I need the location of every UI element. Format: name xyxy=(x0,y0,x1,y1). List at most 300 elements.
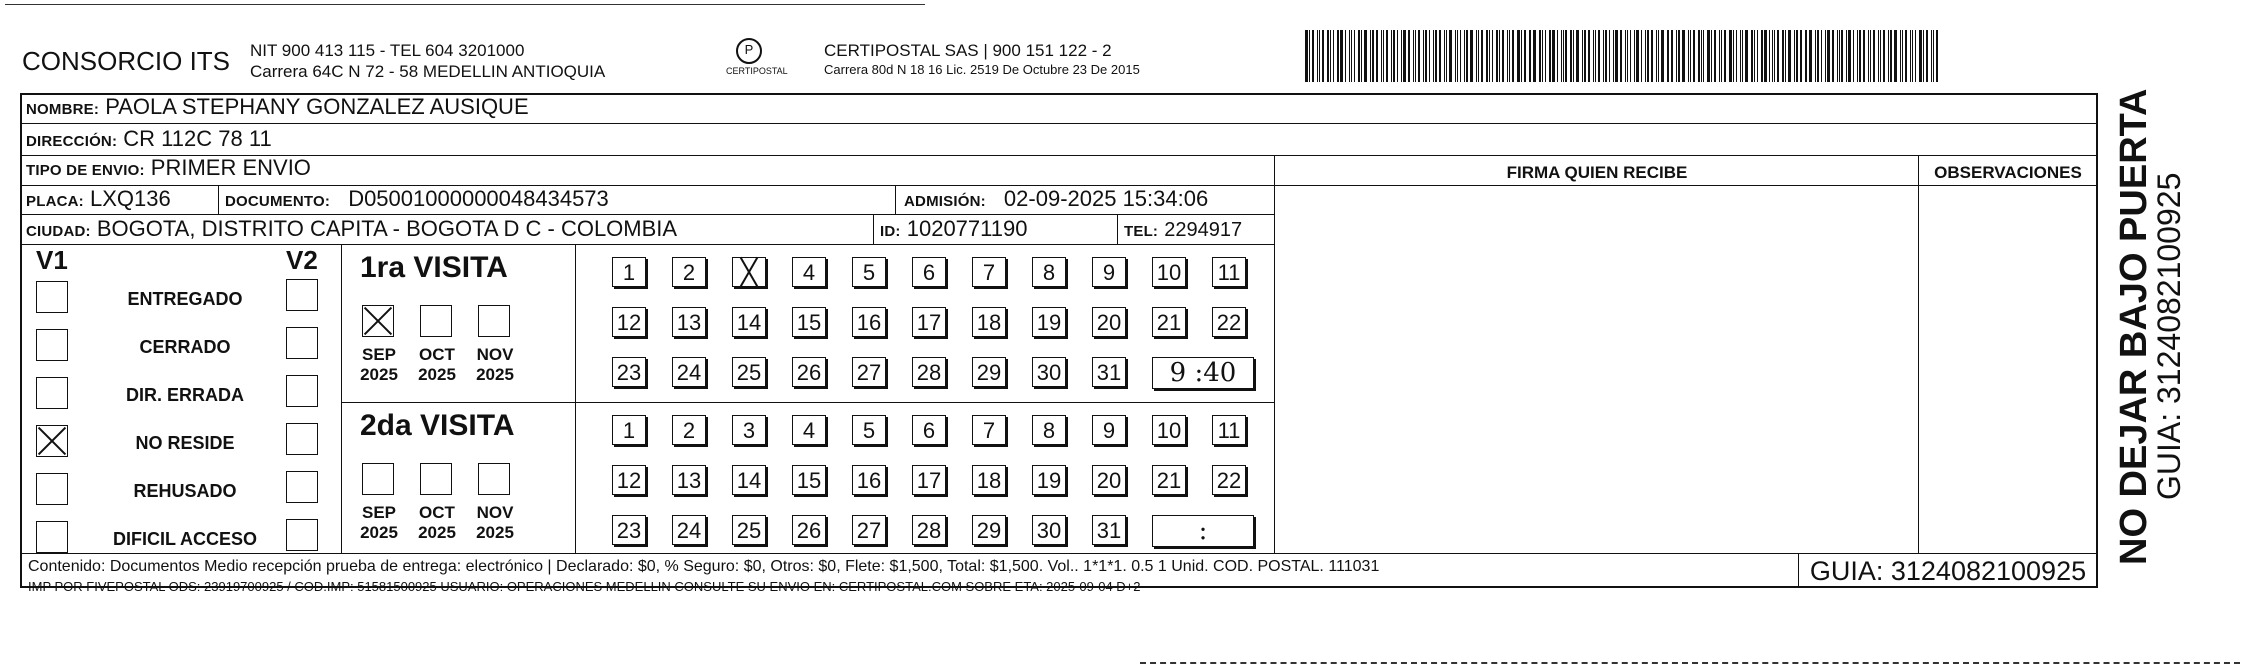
visit2-day-14[interactable]: 14 xyxy=(732,465,766,495)
document-label: DOCUMENTO: xyxy=(225,193,331,210)
barcode-bar xyxy=(1337,30,1339,82)
barcode-bar xyxy=(1658,30,1659,82)
v1-checkbox-5[interactable] xyxy=(36,521,68,553)
barcode-bar xyxy=(1878,30,1879,82)
barcode-bar xyxy=(1460,30,1462,82)
v2-checkbox-4[interactable] xyxy=(286,471,318,503)
footer-details xyxy=(28,557,1788,597)
barcode-bar xyxy=(1584,30,1586,82)
barcode-bar xyxy=(1857,30,1858,82)
barcode-bar xyxy=(1576,30,1579,82)
visit2-day-21[interactable]: 21 xyxy=(1152,465,1186,495)
visit1-month-checkbox-0[interactable] xyxy=(362,305,394,337)
status-label: DIFICIL ACCESO xyxy=(112,529,257,549)
barcode-bar xyxy=(1688,30,1689,82)
barcode-bar xyxy=(1733,30,1734,82)
visit2-day-10[interactable]: 10 xyxy=(1152,415,1186,445)
visit1-day-17[interactable]: 17 xyxy=(912,307,946,337)
barcode-bar xyxy=(1900,30,1901,82)
city-cell xyxy=(22,215,874,244)
barcode xyxy=(1305,30,1941,82)
barcode-bar xyxy=(1457,30,1458,82)
barcode-bar xyxy=(1478,30,1479,82)
barcode-bar xyxy=(1593,30,1594,82)
footer-line1: Contenido: Documentos Medio recepción prueba de entrega: electrónico | Declarado: $0, % Seguro: $0, Otros: $0, Flete: $1,500, Total: $1,500. Vol.. 1*1*1. 0.5 1 Unid. COD. POSTAL. 111031 xyxy=(28,558,1380,575)
visit2-month-label xyxy=(472,503,518,543)
barcode-bar xyxy=(1552,30,1555,82)
barcode-bar xyxy=(1370,30,1371,82)
barcode-bar xyxy=(1785,30,1786,82)
barcode-bar xyxy=(1863,30,1865,82)
visit1-day-5[interactable]: 5 xyxy=(852,257,886,287)
month-name: SEP xyxy=(361,345,397,364)
v1-checkbox-1[interactable] xyxy=(36,329,68,361)
barcode-bar xyxy=(1439,30,1441,82)
visit1-month-section xyxy=(342,245,576,403)
visit2-day-13[interactable]: 13 xyxy=(672,465,706,495)
barcode-bar xyxy=(1561,30,1562,82)
barcode-bar xyxy=(1764,30,1767,82)
barcode-bar xyxy=(1563,30,1564,82)
barcode-bar xyxy=(1919,30,1922,82)
barcode-bar xyxy=(1372,30,1374,82)
visit1-day-6[interactable]: 6 xyxy=(912,257,946,287)
barcode-bar xyxy=(1703,30,1704,82)
barcode-bar xyxy=(1853,30,1854,82)
visit1-day-27[interactable]: 27 xyxy=(852,357,886,387)
visit1-time-box[interactable]: 9 :40 xyxy=(1152,357,1254,389)
plate-value: LXQ136 xyxy=(90,186,171,211)
barcode-bar xyxy=(1496,30,1499,82)
visit2-day-9[interactable]: 9 xyxy=(1092,415,1126,445)
barcode-bar xyxy=(1545,30,1546,82)
barcode-bar xyxy=(1690,30,1691,82)
barcode-bar xyxy=(1651,30,1653,82)
barcode-bar xyxy=(1565,30,1567,82)
visit2-month-checkbox-1[interactable] xyxy=(420,463,452,495)
signature-area[interactable] xyxy=(1276,187,1916,551)
barcode-bar xyxy=(1668,30,1669,82)
barcode-bar xyxy=(1729,30,1732,82)
barcode-bar xyxy=(1433,30,1434,82)
tel-label: TEL: xyxy=(1124,223,1159,240)
barcode-bar xyxy=(1401,30,1402,82)
visit1-day-25[interactable]: 25 xyxy=(732,357,766,387)
visit1-day-7[interactable]: 7 xyxy=(972,257,1006,287)
barcode-bar xyxy=(1319,30,1320,82)
v1-header: V1 xyxy=(36,245,68,275)
barcode-bar xyxy=(1936,30,1938,82)
barcode-bar xyxy=(1615,30,1618,82)
visit2-time-box[interactable]: : xyxy=(1152,515,1254,547)
visit1-days xyxy=(576,245,1274,403)
month-year: 2025 xyxy=(360,365,398,384)
visit1-day-8[interactable]: 8 xyxy=(1032,257,1066,287)
visit2-day-3[interactable]: 3 xyxy=(732,415,766,445)
visit2-day-17[interactable]: 17 xyxy=(912,465,946,495)
barcode-bar xyxy=(1309,30,1310,82)
barcode-bar xyxy=(1625,30,1626,82)
barcode-bar xyxy=(1393,30,1395,82)
barcode-bar xyxy=(1312,30,1314,82)
city-value: BOGOTA, DISTRITO CAPITA - BOGOTA D C - COLOMBIA xyxy=(96,216,678,241)
company-nit-line: NIT 900 413 115 - TEL 604 3201000 xyxy=(250,41,525,60)
visit2-day-22[interactable]: 22 xyxy=(1212,465,1246,495)
barcode-bar xyxy=(1349,30,1350,82)
barcode-bar xyxy=(1841,30,1843,82)
visit2-day-30[interactable]: 30 xyxy=(1032,515,1066,545)
barcode-bar xyxy=(1533,30,1536,82)
v1-checkbox-4[interactable] xyxy=(36,473,68,505)
visit1-month-checkbox-2[interactable] xyxy=(478,305,510,337)
barcode-bar xyxy=(1769,30,1770,82)
barcode-bar xyxy=(1736,30,1738,82)
v2-checkbox-3[interactable] xyxy=(286,423,318,455)
barcode-bar xyxy=(1676,30,1677,82)
barcode-bar xyxy=(1839,30,1840,82)
visit1-day-30[interactable]: 30 xyxy=(1032,357,1066,387)
observations-left-rule xyxy=(1918,156,1919,553)
barcode-bar xyxy=(1322,30,1325,82)
visit1-title: 1ra VISITA xyxy=(360,251,508,284)
barcode-bar xyxy=(1512,30,1514,82)
barcode-bar xyxy=(1902,30,1903,82)
barcode-bar xyxy=(1603,30,1604,82)
visit1-day-14[interactable]: 14 xyxy=(732,307,766,337)
id-cell xyxy=(874,215,1118,244)
visit1-day-10[interactable]: 10 xyxy=(1152,257,1186,287)
barcode-bar xyxy=(1721,30,1722,82)
visit2-day-26[interactable]: 26 xyxy=(792,515,826,545)
barcode-bar xyxy=(1912,30,1913,82)
visit2-day-25[interactable]: 25 xyxy=(732,515,766,545)
month-year: 2025 xyxy=(360,523,398,542)
barcode-bar xyxy=(1931,30,1932,82)
barcode-bar xyxy=(1418,30,1420,82)
carrier-nit-line: CERTIPOSTAL SAS | 900 151 122 - 2 xyxy=(824,41,1112,60)
barcode-bar xyxy=(1605,30,1607,82)
month-year: 2025 xyxy=(418,365,456,384)
signature-left-rule xyxy=(1274,156,1275,553)
visit1-month-label xyxy=(356,345,402,385)
barcode-bar xyxy=(1848,30,1851,82)
shipment-label: TIPO DE ENVIO: xyxy=(26,162,145,179)
barcode-bar xyxy=(1707,30,1710,82)
barcode-bar xyxy=(1466,30,1468,82)
barcode-bar xyxy=(1890,30,1892,82)
visit2-day-2[interactable]: 2 xyxy=(672,415,706,445)
visit1-day-21[interactable]: 21 xyxy=(1152,307,1186,337)
visit1-day-19[interactable]: 19 xyxy=(1032,307,1066,337)
barcode-bar xyxy=(1423,30,1424,82)
admission-cell xyxy=(896,185,1274,215)
visit2-day-11[interactable]: 11 xyxy=(1212,415,1246,445)
footer-guide-rule xyxy=(1798,553,1799,588)
barcode-bar xyxy=(1364,30,1367,82)
barcode-bar xyxy=(1376,30,1378,82)
name-label: NOMBRE: xyxy=(26,101,100,118)
visit2-day-1[interactable]: 1 xyxy=(612,415,646,445)
barcode-bar xyxy=(1796,30,1798,82)
barcode-bar xyxy=(1549,30,1551,82)
plate-label: PLACA: xyxy=(26,193,84,210)
visit1-month-checkbox-1[interactable] xyxy=(420,305,452,337)
barcode-bar xyxy=(1333,30,1334,82)
visit1-day-24[interactable]: 24 xyxy=(672,357,706,387)
signature-header: FIRMA QUIEN RECIBE xyxy=(1506,163,1688,182)
visit1-day-23[interactable]: 23 xyxy=(612,357,646,387)
v1-checkbox-2[interactable] xyxy=(36,377,68,409)
visit1-day-26[interactable]: 26 xyxy=(792,357,826,387)
id-value: 1020771190 xyxy=(906,216,1028,241)
signature-header-rule xyxy=(1274,185,2096,186)
barcode-bar xyxy=(1772,30,1773,82)
status-label: ENTREGADO xyxy=(127,289,243,309)
month-name: SEP xyxy=(361,503,397,522)
barcode-bar xyxy=(1910,30,1912,82)
footer-guide: GUIA: 3124082100925 xyxy=(1809,556,2087,586)
barcode-bar xyxy=(1788,30,1791,82)
certipostal-logo xyxy=(726,34,788,84)
barcode-bar xyxy=(1557,30,1558,82)
address-label: DIRECCIÓN: xyxy=(26,133,118,150)
barcode-bar xyxy=(1327,30,1329,82)
visit2-month-checkbox-0[interactable] xyxy=(362,463,394,495)
tel-value: 2294917 xyxy=(1164,219,1243,241)
visit2-day-7[interactable]: 7 xyxy=(972,415,1006,445)
visit1-day-13[interactable]: 13 xyxy=(672,307,706,337)
barcode-bar xyxy=(1383,30,1384,82)
visit1-month-label xyxy=(472,345,518,385)
barcode-bar xyxy=(1415,30,1416,82)
barcode-bar xyxy=(1305,30,1308,82)
visit2-day-31[interactable]: 31 xyxy=(1092,515,1126,545)
barcode-bar xyxy=(1740,30,1741,82)
status-section xyxy=(22,245,342,553)
barcode-bar xyxy=(1815,30,1816,82)
barcode-bar xyxy=(1868,30,1869,82)
visit2-day-24[interactable]: 24 xyxy=(672,515,706,545)
visit2-day-20[interactable]: 20 xyxy=(1092,465,1126,495)
barcode-bar xyxy=(1361,30,1362,82)
v2-checkbox-0[interactable] xyxy=(286,279,318,311)
visit2-month-checkbox-2[interactable] xyxy=(478,463,510,495)
barcode-bar xyxy=(1926,30,1928,82)
visit2-month-label xyxy=(356,503,402,543)
v2-checkbox-2[interactable] xyxy=(286,375,318,407)
barcode-bar xyxy=(1682,30,1685,82)
barcode-bar xyxy=(1499,30,1500,82)
barcode-bar xyxy=(1923,30,1924,82)
side-guide: GUIA: 3124082100925 xyxy=(2151,172,2187,500)
barcode-bar xyxy=(1711,30,1712,82)
company-address-line: Carrera 64C N 72 - 58 MEDELLIN ANTIOQUIA xyxy=(250,62,606,81)
barcode-bar xyxy=(1880,30,1881,82)
barcode-bar xyxy=(1754,30,1755,82)
barcode-bar xyxy=(1358,30,1360,82)
month-year: 2025 xyxy=(476,523,514,542)
barcode-bar xyxy=(1529,30,1530,82)
barcode-bar xyxy=(1719,30,1720,82)
city-row xyxy=(22,215,1274,245)
v1-checkbox-0[interactable] xyxy=(36,281,68,313)
barcode-bar xyxy=(1837,30,1838,82)
barcode-bar xyxy=(1408,30,1410,82)
visit1-day-11[interactable]: 11 xyxy=(1212,257,1246,287)
visit1-day-2[interactable]: 2 xyxy=(672,257,706,287)
observations-area[interactable] xyxy=(1920,187,2096,551)
barcode-bar xyxy=(1630,30,1632,82)
plate-cell xyxy=(22,185,219,214)
carrier-address-line: Carrera 80d N 18 16 Lic. 2519 De Octubre 23 De 2015 xyxy=(824,62,1140,77)
id-label: ID: xyxy=(880,223,901,240)
recipient-address: CR 112C 78 11 xyxy=(123,126,272,151)
visit2-day-15[interactable]: 15 xyxy=(792,465,826,495)
barcode-bar xyxy=(1542,30,1543,82)
month-year: 2025 xyxy=(476,365,514,384)
barcode-bar xyxy=(1859,30,1861,82)
admission-value: 02-09-2025 15:34:06 xyxy=(1003,186,1209,211)
visit1-day-9[interactable]: 9 xyxy=(1092,257,1126,287)
barcode-bar xyxy=(1317,30,1318,82)
visit2-day-5[interactable]: 5 xyxy=(852,415,886,445)
visit2-day-19[interactable]: 19 xyxy=(1032,465,1066,495)
barcode-bar xyxy=(1425,30,1428,82)
visit1-day-3[interactable] xyxy=(732,257,766,287)
barcode-bar xyxy=(1570,30,1572,82)
barcode-bar xyxy=(1656,30,1657,82)
barcode-bar xyxy=(1446,30,1447,82)
barcode-bar xyxy=(1817,30,1819,82)
barcode-bar xyxy=(1794,30,1795,82)
barcode-bar xyxy=(1714,30,1716,82)
v1-checkbox-3[interactable] xyxy=(36,425,68,457)
barcode-bar xyxy=(1481,30,1483,82)
visit1-day-12[interactable]: 12 xyxy=(612,307,646,337)
barcode-bar xyxy=(1530,30,1531,82)
document-value: D05001000000048434573 xyxy=(348,186,609,211)
plate-row xyxy=(22,185,1274,215)
barcode-bar xyxy=(1751,30,1753,82)
v2-checkbox-1[interactable] xyxy=(286,327,318,359)
barcode-bar xyxy=(1613,30,1614,82)
barcode-bar xyxy=(1647,30,1649,82)
visit2-day-18[interactable]: 18 xyxy=(972,465,1006,495)
barcode-bar xyxy=(1509,30,1510,82)
barcode-bar xyxy=(1805,30,1806,82)
visit2-day-29[interactable]: 29 xyxy=(972,515,1006,545)
barcode-bar xyxy=(1476,30,1477,82)
barcode-bar xyxy=(1782,30,1784,82)
visit2-month-label xyxy=(414,503,460,543)
barcode-bar xyxy=(1846,30,1847,82)
visit1-day-22[interactable]: 22 xyxy=(1212,307,1246,337)
visit2-month-section xyxy=(342,403,576,553)
barcode-bar xyxy=(1800,30,1802,82)
barcode-bar xyxy=(1354,30,1356,82)
visit1-month-label xyxy=(414,345,460,385)
barcode-bar xyxy=(1403,30,1406,82)
barcode-bar xyxy=(1870,30,1871,82)
visit1-day-29[interactable]: 29 xyxy=(972,357,1006,387)
side-notice: NO DEJAR BAJO PUERTA xyxy=(2113,88,2155,565)
barcode-bar xyxy=(1489,30,1490,82)
barcode-bar xyxy=(1645,30,1646,82)
visit2-days xyxy=(576,403,1274,553)
footer-line2: IMP POR FIVEPOSTAL ODS: 23919700925 / COD.IMP: 51581500925 USUARIO: OPERACIONES MEDELLIN CONSULTE SU ENVIO EN: CERTIPOSTAL.COM SOBRE ETA: 2025-09-04 D+2 xyxy=(28,579,1141,594)
barcode-bar xyxy=(1573,30,1574,82)
visit1-day-16[interactable]: 16 xyxy=(852,307,886,337)
shipment-type: PRIMER ENVIO xyxy=(150,156,311,180)
barcode-bar xyxy=(1641,30,1642,82)
visit2-day-8[interactable]: 8 xyxy=(1032,415,1066,445)
visit1-day-31[interactable]: 31 xyxy=(1092,357,1126,387)
v2-checkbox-5[interactable] xyxy=(286,519,318,551)
month-name: OCT xyxy=(419,345,455,364)
visit1-day-4[interactable]: 4 xyxy=(792,257,826,287)
barcode-bar xyxy=(1524,30,1526,82)
city-label: CIUDAD: xyxy=(26,223,91,240)
status-label: DIR. ERRADA xyxy=(125,385,244,405)
barcode-bar xyxy=(1636,30,1639,82)
visit2-day-27[interactable]: 27 xyxy=(852,515,886,545)
barcode-bar xyxy=(1661,30,1664,82)
barcode-bar xyxy=(1905,30,1907,82)
barcode-bar xyxy=(1757,30,1758,82)
barcode-bar xyxy=(1351,30,1352,82)
visit1-day-20[interactable]: 20 xyxy=(1092,307,1126,337)
visit2-day-12[interactable]: 12 xyxy=(612,465,646,495)
barcode-bar xyxy=(1502,30,1504,82)
barcode-bar xyxy=(1698,30,1700,82)
barcode-bar xyxy=(1915,30,1916,82)
barcode-bar xyxy=(1634,30,1635,82)
visit2-day-28[interactable]: 28 xyxy=(912,515,946,545)
barcode-bar xyxy=(1888,30,1889,82)
barcode-bar xyxy=(1825,30,1826,82)
barcode-bar xyxy=(1345,30,1346,82)
visit1-day-18[interactable]: 18 xyxy=(972,307,1006,337)
barcode-bar xyxy=(1671,30,1673,82)
month-name: OCT xyxy=(419,503,455,522)
barcode-bar xyxy=(1598,30,1601,82)
visit2-day-23[interactable]: 23 xyxy=(612,515,646,545)
barcode-bar xyxy=(1777,30,1779,82)
visit1-day-15[interactable]: 15 xyxy=(792,307,826,337)
barcode-bar xyxy=(1827,30,1830,82)
visit1-day-1[interactable]: 1 xyxy=(612,257,646,287)
barcode-bar xyxy=(1627,30,1628,82)
carrier-info xyxy=(824,40,1140,78)
barcode-bar xyxy=(1806,30,1807,82)
address-row xyxy=(22,124,2096,156)
barcode-bar xyxy=(1883,30,1885,82)
barcode-bar xyxy=(1894,30,1897,82)
visit2-day-4[interactable]: 4 xyxy=(792,415,826,445)
visit2-day-6[interactable]: 6 xyxy=(912,415,946,445)
barcode-bar xyxy=(1507,30,1508,82)
visit2-day-16[interactable]: 16 xyxy=(852,465,886,495)
barcode-bar xyxy=(1667,30,1668,82)
barcode-bar xyxy=(1809,30,1812,82)
visit1-day-28[interactable]: 28 xyxy=(912,357,946,387)
barcode-bar xyxy=(1582,30,1583,82)
barcode-bar xyxy=(1821,30,1822,82)
logo-mark-icon: P xyxy=(736,38,762,64)
barcode-bar xyxy=(1397,30,1398,82)
barcode-bar xyxy=(1588,30,1590,82)
company-name: CONSORCIO ITS xyxy=(22,46,231,76)
